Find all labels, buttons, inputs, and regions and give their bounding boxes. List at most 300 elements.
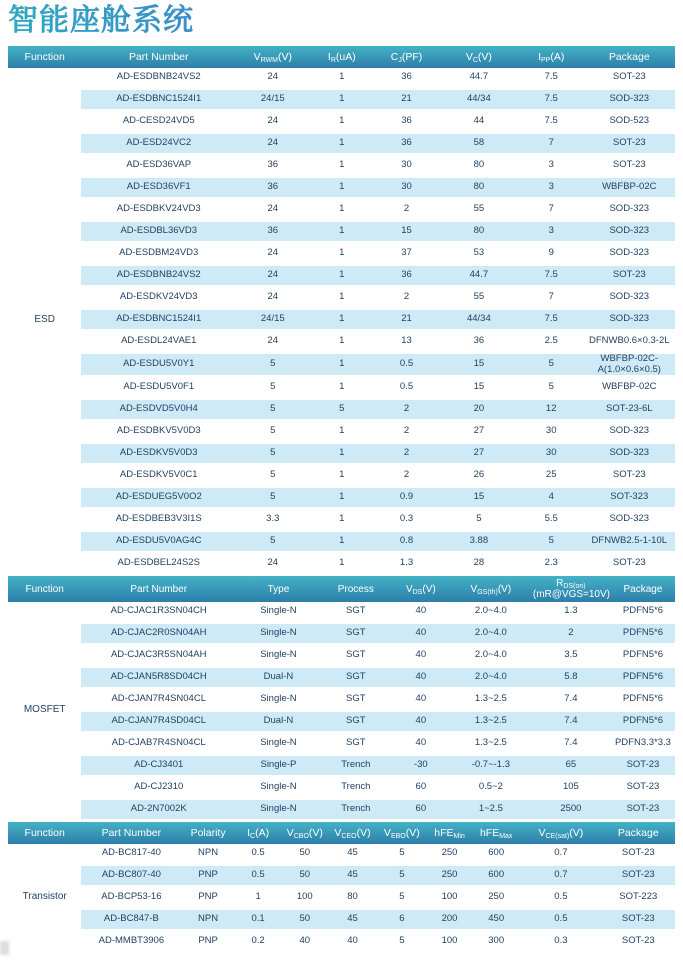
column-header: hFE$_{Min}$ [427,822,472,844]
value-cell: 5 [236,466,309,488]
column-header: Function [8,822,81,844]
part-number-cell: AD-ESDBM24VD3 [81,244,236,266]
function-cell: ESD [8,68,81,576]
table-row [8,112,675,134]
column-header: $V_{RWM}(V)$ [236,46,309,68]
table-row [8,244,675,266]
part-number-cell: AD-ESDU5V0AG4C [81,532,236,554]
value-cell: 0.5 [520,910,601,932]
function-cell: Transistor [8,844,81,954]
part-number-cell: AD-MMBT3906 [81,932,181,954]
value-cell: 3 [519,156,584,178]
value-cell: 24 [236,200,309,222]
column-header: Polarity [181,822,234,844]
value-cell: 13 [374,332,439,354]
package-cell: SOT-23 [584,68,675,90]
value-cell: 7 [519,200,584,222]
value-cell: 1 [309,422,374,444]
table-row [8,266,675,288]
table-row [8,288,675,310]
value-cell: 15 [439,354,519,378]
value-cell: 37 [374,244,439,266]
package-cell: SOT-23 [584,156,675,178]
column-header: Part Number [81,822,181,844]
part-number-cell: AD-ESDBNC1524I1 [81,310,236,332]
value-cell: 7 [519,134,584,156]
value-cell: Single-N [236,734,321,756]
column-header: Function [8,576,81,602]
table-row [8,778,675,800]
package-cell: SOD-323 [584,200,675,222]
part-number-cell: AD-CJAC1R3SN04CH [81,602,236,624]
value-cell: 7.5 [519,112,584,134]
value-cell: 1 [309,266,374,288]
part-number-cell: AD-ESD24VC2 [81,134,236,156]
part-number-cell: AD-CJAC2R0SN04AH [81,624,236,646]
package-cell: DFNWB2.5-1-10L [584,532,675,554]
value-cell: 0.5 [374,354,439,378]
column-header: Part Number [81,576,236,602]
table-row [8,690,675,712]
value-cell: 5.5 [519,510,584,532]
value-cell: 30 [519,422,584,444]
value-cell: 5 [236,444,309,466]
value-cell: NPN [181,844,234,866]
value-cell: Single-N [236,624,321,646]
value-cell: 40 [281,932,328,954]
value-cell: 7.5 [519,310,584,332]
value-cell: 1 [309,310,374,332]
value-cell: 100 [427,888,472,910]
part-number-cell: AD-ESDKV5V0D3 [81,444,236,466]
column-header: $V_{EBO}(V)$ [377,822,427,844]
value-cell: 5 [377,844,427,866]
value-cell: 200 [427,910,472,932]
value-cell: 5 [309,400,374,422]
package-cell: SOD-523 [584,112,675,134]
value-cell: 4 [519,488,584,510]
value-cell: 40 [391,712,451,734]
value-cell: 600 [472,844,520,866]
value-cell: 27 [439,444,519,466]
package-cell: DFNWB0.6×0.3-2L [584,332,675,354]
value-cell: SGT [321,646,391,668]
part-number-cell: AD-BC847-B [81,910,181,932]
value-cell: Dual-N [236,712,321,734]
table-row [8,466,675,488]
value-cell: 600 [472,866,520,888]
value-cell: 15 [374,222,439,244]
value-cell: 27 [439,422,519,444]
value-cell: 1 [235,888,282,910]
value-cell: 40 [391,690,451,712]
package-cell: SOT-23 [602,932,675,954]
package-cell: WBFBP-02C [584,378,675,400]
part-number-cell: AD-ESDBNB24VS2 [81,68,236,90]
table-row [8,354,675,378]
value-cell: 53 [439,244,519,266]
value-cell: 7.4 [531,712,611,734]
value-cell: 24 [236,554,309,576]
value-cell: 40 [391,646,451,668]
column-header: $R_{DS(on)}$ (mR@VGS=10V) [532,578,610,600]
value-cell: 20 [439,400,519,422]
value-cell: SGT [321,690,391,712]
package-cell: SOD-323 [584,244,675,266]
value-cell: Single-N [236,778,321,800]
value-cell: 0.2 [235,932,282,954]
value-cell: NPN [181,910,234,932]
package-cell: SOT-23 [611,778,675,800]
value-cell: 100 [427,932,472,954]
value-cell: 2 [374,422,439,444]
part-number-cell: AD-ESDU5V0F1 [81,378,236,400]
package-cell: SOD-323 [584,422,675,444]
package-cell: PDFN3.3*3.3 [611,734,675,756]
column-header: $V_{CEO}(V)$ [328,822,377,844]
value-cell: 2.0~4.0 [451,646,531,668]
value-cell: 1 [309,510,374,532]
value-cell: 45 [328,910,377,932]
value-cell: 36 [374,112,439,134]
column-header: Function [8,46,81,68]
value-cell: 26 [439,466,519,488]
value-cell: 24 [236,244,309,266]
value-cell: 1.3~2.5 [451,734,531,756]
part-number-cell: AD-ESDKV5V0C1 [81,466,236,488]
column-header: $C_J(PF)$ [374,46,439,68]
value-cell: 5 [519,378,584,400]
table-row [8,90,675,112]
part-number-cell: AD-BC817-40 [81,844,181,866]
package-cell: PDFN5*6 [611,646,675,668]
value-cell: 1 [309,554,374,576]
table-row [8,310,675,332]
package-cell: SOT-23 [584,266,675,288]
value-cell: 0.5 [520,888,601,910]
value-cell: SGT [321,734,391,756]
value-cell: 21 [374,310,439,332]
package-cell: SOT-23 [602,844,675,866]
package-cell: SOT-223 [602,888,675,910]
package-cell: SOT-23-6L [584,400,675,422]
value-cell: 0.5 [235,866,282,888]
column-header: $I_C(A)$ [235,822,282,844]
value-cell: 3 [519,178,584,200]
value-cell: 7.5 [519,266,584,288]
value-cell: 2.0~4.0 [451,624,531,646]
value-cell: 58 [439,134,519,156]
part-number-cell: AD-ESDBL36VD3 [81,222,236,244]
value-cell: Trench [321,756,391,778]
value-cell: 30 [374,156,439,178]
value-cell: 6 [377,910,427,932]
value-cell: 0.3 [374,510,439,532]
table-row [8,400,675,422]
value-cell: 15 [439,488,519,510]
part-number-cell: AD-CJAN5R8SD04CH [81,668,236,690]
value-cell: 1 [309,156,374,178]
value-cell: 44.7 [439,266,519,288]
value-cell: 36 [439,332,519,354]
package-cell: PDFN5*6 [611,624,675,646]
value-cell: 1 [309,134,374,156]
value-cell: 0.5 [235,844,282,866]
package-cell: SOT-23 [611,800,675,822]
value-cell: 44/34 [439,90,519,112]
value-cell: 100 [281,888,328,910]
column-header: $I_{PP}(A)$ [519,46,584,68]
value-cell: 250 [427,866,472,888]
table-row [8,554,675,576]
page-title: 智能座舱系统 [8,4,194,37]
part-number-cell: AD-ESDBNB24VS2 [81,266,236,288]
value-cell: 2.0~4.0 [451,602,531,624]
value-cell: 45 [328,866,377,888]
value-cell: PNP [181,888,234,910]
package-cell: SOT-323 [584,488,675,510]
package-cell: WBFBP-02C-A(1.0×0.6×0.5) [584,354,675,378]
value-cell: 5 [236,400,309,422]
package-cell: WBFBP-02C [584,178,675,200]
value-cell: Single-N [236,690,321,712]
value-cell: 5 [519,532,584,554]
value-cell: 5 [377,932,427,954]
value-cell: 1.3 [531,602,611,624]
part-number-cell: AD-ESDBNC1524I1 [81,90,236,112]
value-cell: 2.0~4.0 [451,668,531,690]
value-cell: 1 [309,200,374,222]
value-cell: 40 [391,624,451,646]
part-number-cell: AD-2N7002K [81,800,236,822]
table-row [8,422,675,444]
value-cell: 36 [374,134,439,156]
table-row [8,866,675,888]
value-cell: Trench [321,778,391,800]
value-cell: 0.7 [520,866,601,888]
package-cell: SOD-323 [584,288,675,310]
value-cell: 7.4 [531,690,611,712]
value-cell: 250 [427,844,472,866]
value-cell: 1 [309,178,374,200]
value-cell: 1~2.5 [451,800,531,822]
table-row [8,646,675,668]
part-number-cell: AD-ESDBKV24VD3 [81,200,236,222]
value-cell: SGT [321,624,391,646]
value-cell: SGT [321,712,391,734]
value-cell: 60 [391,800,451,822]
value-cell: 28 [439,554,519,576]
value-cell: 5 [236,488,309,510]
package-cell: SOD-323 [584,90,675,112]
value-cell: Dual-N [236,668,321,690]
value-cell: 40 [391,734,451,756]
table-row [8,624,675,646]
package-cell: PDFN5*6 [611,668,675,690]
value-cell: 24 [236,134,309,156]
value-cell: 15 [439,378,519,400]
package-cell: SOD-323 [584,444,675,466]
value-cell: 50 [281,910,328,932]
value-cell: 3 [519,222,584,244]
header-row [8,46,675,68]
value-cell: 9 [519,244,584,266]
column-header: $V_{DS}(V)$ [391,576,451,602]
column-header: Package [611,576,675,602]
value-cell: 250 [472,888,520,910]
value-cell: 60 [391,778,451,800]
value-cell: 3.5 [531,646,611,668]
value-cell: PNP [181,866,234,888]
column-header: $V_{CE(sat)}(V)$ [520,822,601,844]
part-number-cell: AD-ESDKV24VD3 [81,288,236,310]
value-cell: 0.3 [520,932,601,954]
value-cell: 1 [309,222,374,244]
value-cell: 55 [439,200,519,222]
value-cell: 5 [236,422,309,444]
value-cell: 36 [236,222,309,244]
table-row [8,178,675,200]
value-cell: 80 [439,156,519,178]
column-header: Package [602,822,675,844]
part-number-cell: AD-ESDBEL24S2S [81,554,236,576]
table-row [8,844,675,866]
part-number-cell: AD-ESDL24VAE1 [81,332,236,354]
value-cell: 44 [439,112,519,134]
function-cell: MOSFET [8,602,81,822]
value-cell: 36 [236,178,309,200]
table-row [8,800,675,822]
value-cell: 1 [309,288,374,310]
value-cell: 12 [519,400,584,422]
value-cell: 7.5 [519,68,584,90]
value-cell: 24 [236,266,309,288]
value-cell: 7.5 [519,90,584,112]
value-cell: 1 [309,488,374,510]
value-cell: 7.4 [531,734,611,756]
value-cell: 24 [236,68,309,90]
value-cell: 1.3~2.5 [451,690,531,712]
value-cell: 5 [519,354,584,378]
value-cell: 1 [309,354,374,378]
package-cell: SOT-23 [584,466,675,488]
package-cell: PDFN5*6 [611,690,675,712]
value-cell: 1 [309,332,374,354]
value-cell: Single-N [236,602,321,624]
table-row [8,378,675,400]
value-cell: 25 [519,466,584,488]
value-cell: 45 [328,844,377,866]
part-number-cell: AD-ESD36VAP [81,156,236,178]
value-cell: 5.8 [531,668,611,690]
value-cell: -30 [391,756,451,778]
package-cell: SOD-323 [584,510,675,532]
value-cell: 5 [236,532,309,554]
package-cell: SOT-23 [611,756,675,778]
value-cell: 0.9 [374,488,439,510]
value-cell: 40 [328,932,377,954]
value-cell: 1 [309,68,374,90]
value-cell: 21 [374,90,439,112]
page-edge-marker [0,941,9,955]
column-header: hFE$_{Max}$ [472,822,520,844]
table-row [8,756,675,778]
column-header: $V_{GS(th)}(V)$ [451,576,531,602]
table-row [8,888,675,910]
value-cell: 2.5 [519,332,584,354]
table-row [8,222,675,244]
column-header: Type [236,576,321,602]
value-cell: Single-N [236,800,321,822]
part-number-cell: AD-CJ3401 [81,756,236,778]
value-cell: 2.3 [519,554,584,576]
package-cell: SOT-23 [584,554,675,576]
column-header: $V_C(V)$ [439,46,519,68]
part-number-cell: AD-CJAB7R4SN04CL [81,734,236,756]
table-row [8,712,675,734]
column-header: Part Number [81,46,236,68]
part-number-cell: AD-CJAN7R4SN04CL [81,690,236,712]
table-row [8,200,675,222]
value-cell: 40 [391,668,451,690]
table-row [8,156,675,178]
package-cell: SOT-23 [602,866,675,888]
column-header: Package [584,46,675,68]
table-row [8,932,675,954]
column-header: $I_R(uA)$ [309,46,374,68]
transistor-table [8,822,675,954]
part-number-cell: AD-CJ2310 [81,778,236,800]
table-row [8,910,675,932]
value-cell: 1 [309,378,374,400]
value-cell: 1.3 [374,554,439,576]
esd-table [8,46,675,576]
value-cell: 80 [439,178,519,200]
value-cell: -0.7~-1.3 [451,756,531,778]
value-cell: 2 [531,624,611,646]
header-row [8,822,675,844]
value-cell: 2 [374,200,439,222]
value-cell: 24/15 [236,310,309,332]
table-row [8,602,675,624]
package-cell: SOD-323 [584,222,675,244]
value-cell: 2 [374,400,439,422]
value-cell: 50 [281,866,328,888]
value-cell: 65 [531,756,611,778]
value-cell: 1 [309,532,374,554]
value-cell: 80 [439,222,519,244]
value-cell: 3.88 [439,532,519,554]
package-cell: SOT-23 [602,910,675,932]
value-cell: 44/34 [439,310,519,332]
package-cell: PDFN5*6 [611,712,675,734]
value-cell: SGT [321,602,391,624]
value-cell: 2 [374,288,439,310]
part-number-cell: AD-ESD36VF1 [81,178,236,200]
value-cell: 44.7 [439,68,519,90]
value-cell: 5 [236,354,309,378]
value-cell: 24 [236,288,309,310]
table-row [8,668,675,690]
value-cell: 2 [374,444,439,466]
value-cell: 3.3 [236,510,309,532]
package-cell: SOT-23 [584,134,675,156]
part-number-cell: AD-ESDU5V0Y1 [81,354,236,378]
value-cell: 0.5 [374,378,439,400]
table-row [8,444,675,466]
package-cell: SOD-323 [584,310,675,332]
value-cell: 5 [439,510,519,532]
